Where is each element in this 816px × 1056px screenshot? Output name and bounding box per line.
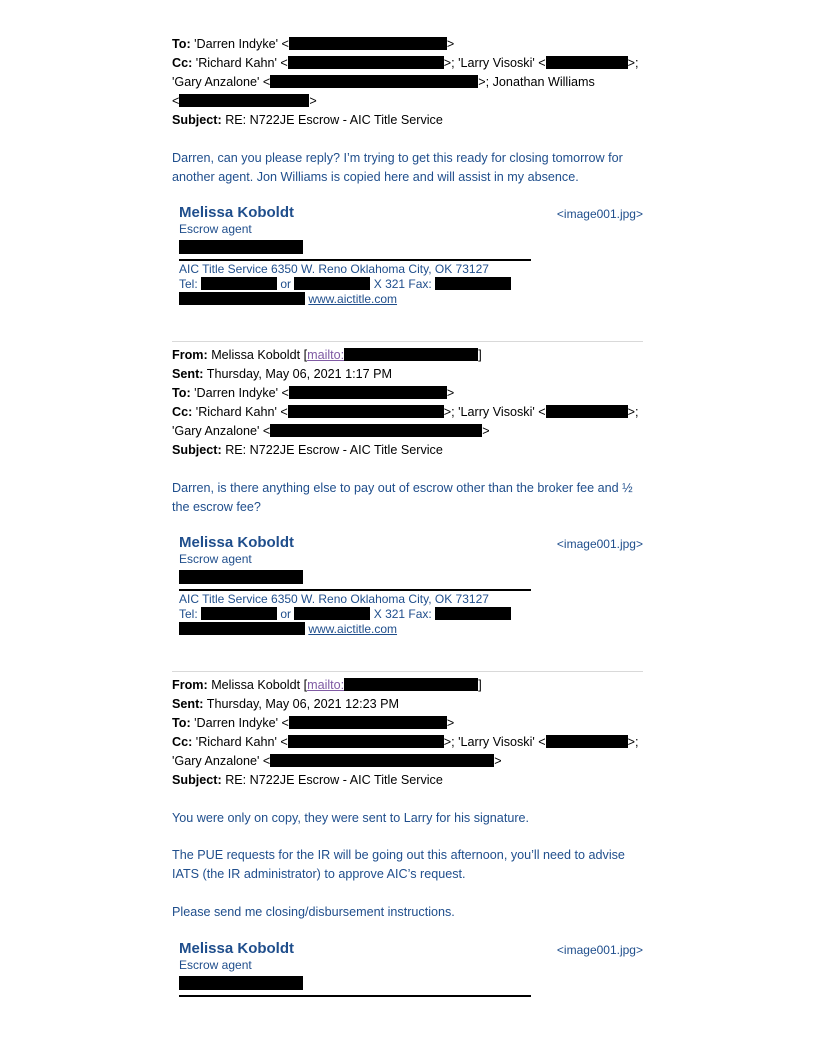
cc-recipient: 'Gary Anzalone' < bbox=[172, 424, 271, 438]
signature-block bbox=[179, 940, 643, 1000]
cc-recipient: 'Richard Kahn' < bbox=[195, 56, 288, 70]
bracket: ] bbox=[478, 678, 482, 692]
subject-label: Subject: bbox=[172, 443, 222, 457]
from-line bbox=[172, 676, 482, 695]
website-link[interactable]: www.aictitle.com bbox=[308, 292, 398, 306]
bracket: > bbox=[494, 754, 502, 768]
redaction-box bbox=[270, 75, 478, 88]
to-line bbox=[172, 384, 454, 403]
message-body: The PUE requests for the IR will be going out this afternoon, you’ll need to advise IATS (the IR administrator) to approve AIC’s request. bbox=[172, 848, 625, 881]
signature-divider bbox=[179, 589, 531, 591]
message-divider bbox=[172, 671, 643, 672]
cc-recipient: 'Gary Anzalone' < bbox=[172, 75, 271, 89]
to-recipient: 'Darren Indyke' < bbox=[194, 386, 289, 400]
redaction-box bbox=[179, 94, 309, 107]
redaction-box bbox=[201, 277, 277, 290]
redaction-box bbox=[270, 424, 482, 437]
cc-line-cont bbox=[172, 422, 490, 441]
bracket: > bbox=[446, 37, 455, 51]
to-label: To: bbox=[172, 37, 191, 51]
signature-divider bbox=[179, 995, 531, 997]
subject-text: RE: N722JE Escrow - AIC Title Service bbox=[225, 773, 443, 787]
from-sender: Melissa Koboldt [ bbox=[211, 348, 308, 362]
sent-label: Sent: bbox=[172, 697, 204, 711]
subject-label: Subject: bbox=[172, 113, 222, 127]
or-label: or bbox=[280, 607, 292, 621]
redaction-box bbox=[289, 386, 447, 399]
signature-image-placeholder: <image001.jpg> bbox=[556, 207, 643, 221]
redaction-box bbox=[201, 607, 277, 620]
cc-label: Cc: bbox=[172, 405, 193, 419]
redaction-box bbox=[289, 716, 447, 729]
bracket: > bbox=[446, 716, 455, 730]
cc-line-cont bbox=[172, 73, 595, 92]
to-recipient: 'Darren Indyke' < bbox=[194, 37, 289, 51]
redaction-box bbox=[179, 292, 305, 305]
cc-recipient: 'Richard Kahn' < bbox=[195, 405, 288, 419]
subject-line bbox=[172, 771, 443, 790]
to-label: To: bbox=[172, 716, 191, 730]
cc-recipient: 'Richard Kahn' < bbox=[195, 735, 288, 749]
cc-recipient: >; Jonathan Williams bbox=[478, 75, 595, 89]
signature-title: Escrow agent bbox=[179, 222, 252, 236]
subject-text: RE: N722JE Escrow - AIC Title Service bbox=[225, 113, 443, 127]
redaction-box bbox=[288, 56, 444, 69]
ext-fax-label: X 321 Fax: bbox=[373, 607, 432, 621]
ext-fax-label: X 321 Fax: bbox=[373, 277, 432, 291]
mailto-link[interactable]: mailto: bbox=[307, 348, 345, 362]
subject-line bbox=[172, 111, 443, 130]
tel-label: Tel: bbox=[179, 607, 198, 621]
signature-image-placeholder: <image001.jpg> bbox=[556, 943, 643, 957]
message-body: Please send me closing/disbursement instructions. bbox=[172, 905, 455, 919]
redaction-box bbox=[288, 735, 444, 748]
cc-recipient: >; 'Larry Visoski' < bbox=[443, 735, 546, 749]
subject-text: RE: N722JE Escrow - AIC Title Service bbox=[225, 443, 443, 457]
signature-name: Melissa Koboldt bbox=[179, 534, 295, 551]
bracket: > bbox=[446, 386, 455, 400]
tel-label: Tel: bbox=[179, 277, 198, 291]
or-label: or bbox=[280, 277, 292, 291]
signature-address: AIC Title Service 6350 W. Reno Oklahoma City, OK 73127 bbox=[179, 592, 489, 606]
cc-line-cont bbox=[172, 752, 502, 771]
signature-image-placeholder: <image001.jpg> bbox=[556, 537, 643, 551]
signature-title: Escrow agent bbox=[179, 552, 252, 566]
message-divider bbox=[172, 341, 643, 342]
signature-web bbox=[179, 292, 397, 307]
cc-separator: >; bbox=[627, 56, 639, 70]
sent-line bbox=[172, 695, 399, 714]
cc-separator: >; bbox=[627, 735, 639, 749]
redaction-box bbox=[546, 56, 628, 69]
signature-name: Melissa Koboldt bbox=[179, 940, 295, 957]
redaction-box bbox=[288, 405, 444, 418]
signature-address: AIC Title Service 6350 W. Reno Oklahoma City, OK 73127 bbox=[179, 262, 489, 276]
to-recipient: 'Darren Indyke' < bbox=[194, 716, 289, 730]
bracket: ] bbox=[478, 348, 482, 362]
signature-block bbox=[179, 534, 643, 638]
signature-title: Escrow agent bbox=[179, 958, 252, 972]
cc-line bbox=[172, 403, 639, 422]
signature-web bbox=[179, 622, 397, 637]
sent-date: Thursday, May 06, 2021 12:23 PM bbox=[206, 697, 400, 711]
to-label: To: bbox=[172, 386, 191, 400]
signature-divider bbox=[179, 259, 531, 261]
message-body: Darren, is there anything else to pay out of escrow other than the broker fee and ½ the escrow fee? bbox=[172, 481, 633, 514]
redaction-box bbox=[294, 607, 370, 620]
message-body: Darren, can you please reply? I’m trying to get this ready for closing tomorrow for another agent. Jon Williams is copied here and will assist in my absence. bbox=[172, 151, 623, 184]
redaction-box bbox=[270, 754, 494, 767]
subject-line bbox=[172, 441, 443, 460]
to-line bbox=[172, 35, 454, 54]
bracket: < bbox=[172, 94, 180, 108]
cc-recipient: 'Gary Anzalone' < bbox=[172, 754, 271, 768]
signature-phone bbox=[179, 277, 511, 292]
signature-block bbox=[179, 204, 643, 308]
cc-label: Cc: bbox=[172, 56, 193, 70]
bracket: > bbox=[482, 424, 490, 438]
redaction-box bbox=[435, 277, 511, 290]
redaction-box bbox=[294, 277, 370, 290]
redaction-box bbox=[546, 735, 628, 748]
redaction-box bbox=[179, 570, 303, 584]
cc-line-cont bbox=[172, 92, 317, 111]
message-body: You were only on copy, they were sent to Larry for his signature. bbox=[172, 811, 530, 825]
subject-label: Subject: bbox=[172, 773, 222, 787]
redaction-box bbox=[344, 348, 478, 361]
redaction-box bbox=[179, 240, 303, 254]
bracket: > bbox=[309, 94, 317, 108]
signature-phone bbox=[179, 607, 511, 622]
sent-label: Sent: bbox=[172, 367, 204, 381]
from-line bbox=[172, 346, 482, 365]
website-link[interactable]: www.aictitle.com bbox=[308, 622, 398, 636]
cc-recipient: >; 'Larry Visoski' < bbox=[443, 56, 546, 70]
cc-separator: >; bbox=[627, 405, 639, 419]
redaction-box bbox=[546, 405, 628, 418]
to-line bbox=[172, 714, 454, 733]
signature-name: Melissa Koboldt bbox=[179, 204, 295, 221]
cc-label: Cc: bbox=[172, 735, 193, 749]
redaction-box bbox=[289, 37, 447, 50]
redaction-box bbox=[179, 622, 305, 635]
redaction-box bbox=[435, 607, 511, 620]
cc-line bbox=[172, 54, 639, 73]
cc-line bbox=[172, 733, 639, 752]
from-sender: Melissa Koboldt [ bbox=[211, 678, 308, 692]
mailto-link[interactable]: mailto: bbox=[307, 678, 345, 692]
from-label: From: bbox=[172, 348, 208, 362]
sent-line bbox=[172, 365, 392, 384]
sent-date: Thursday, May 06, 2021 1:17 PM bbox=[206, 367, 393, 381]
redaction-box bbox=[179, 976, 303, 990]
cc-recipient: >; 'Larry Visoski' < bbox=[443, 405, 546, 419]
redaction-box bbox=[344, 678, 478, 691]
from-label: From: bbox=[172, 678, 208, 692]
